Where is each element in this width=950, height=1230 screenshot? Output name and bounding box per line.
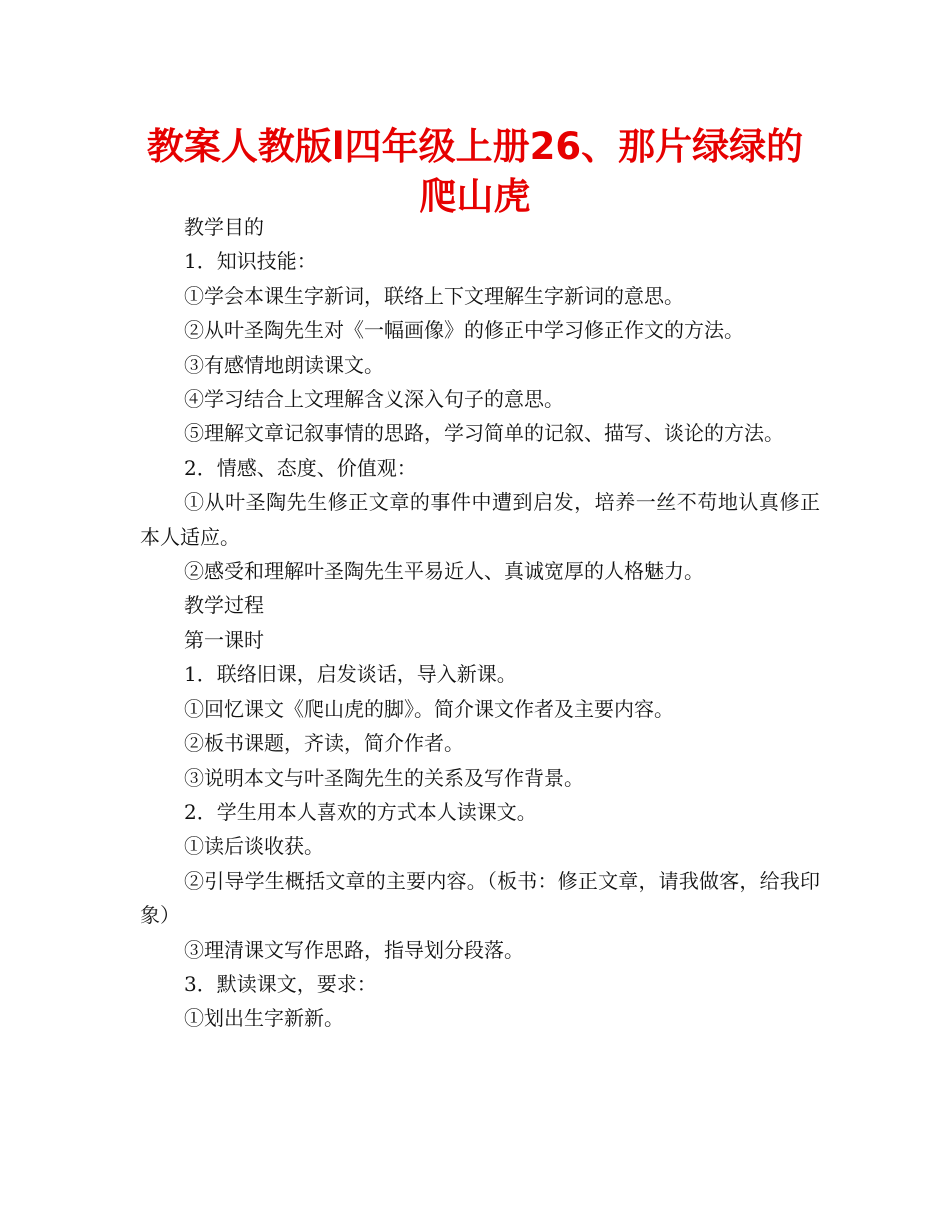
paragraph: 2．情感、态度、价值观： [184, 455, 417, 480]
document-body [140, 210, 820, 1036]
paragraph: ②板书课题，齐读，简介作者。 [184, 731, 464, 756]
paragraph: ①学会本课生字新词，联络上下文理解生字新词的意思。 [184, 283, 684, 308]
paragraph: ③说明本文与叶圣陶先生的关系及写作背景。 [184, 765, 584, 790]
paragraph: 第一课时 [184, 627, 264, 652]
paragraph: ①划出生字新新。 [184, 1006, 344, 1031]
paragraph: 1．联络旧课，启发谈话，导入新课。 [184, 662, 517, 687]
document-title: 教案人教版l四年级上册26、那片绿绿的爬山虎 [146, 125, 804, 218]
paragraph: 教学过程 [184, 593, 264, 618]
paragraph: 1．知识技能： [184, 249, 317, 274]
paragraph: ①读后谈收获。 [184, 834, 324, 859]
paragraph: ③有感情地朗读课文。 [184, 352, 384, 377]
paragraph: ①从叶圣陶先生修正文章的事件中遭到启发，培养一丝不苟地认真修正本人适应。 [140, 490, 820, 549]
paragraph: ④学习结合上文理解含义深入句子的意思。 [184, 387, 564, 412]
paragraph: 2．学生用本人喜欢的方式本人读课文。 [184, 799, 537, 824]
paragraph: 教学目的 [184, 215, 264, 239]
paragraph: ①回忆课文《爬山虎的脚》。简介课文作者及主要内容。 [184, 696, 674, 721]
paragraph: ⑤理解文章记叙事情的思路，学习简单的记叙、描写、谈论的方法。 [184, 421, 784, 446]
paragraph: 3．默读课文，要求： [184, 971, 377, 996]
paragraph: ③理清课文写作思路，指导划分段落。 [184, 937, 524, 962]
paragraph: ②引导学生概括文章的主要内容。（板书：修正文章，请我做客，给我印象） [140, 868, 820, 928]
paragraph: ②从叶圣陶先生对《一幅画像》的修正中学习修正作文的方法。 [184, 318, 744, 343]
paragraph: ②感受和理解叶圣陶先生平易近人、真诚宽厚的人格魅力。 [184, 559, 704, 584]
